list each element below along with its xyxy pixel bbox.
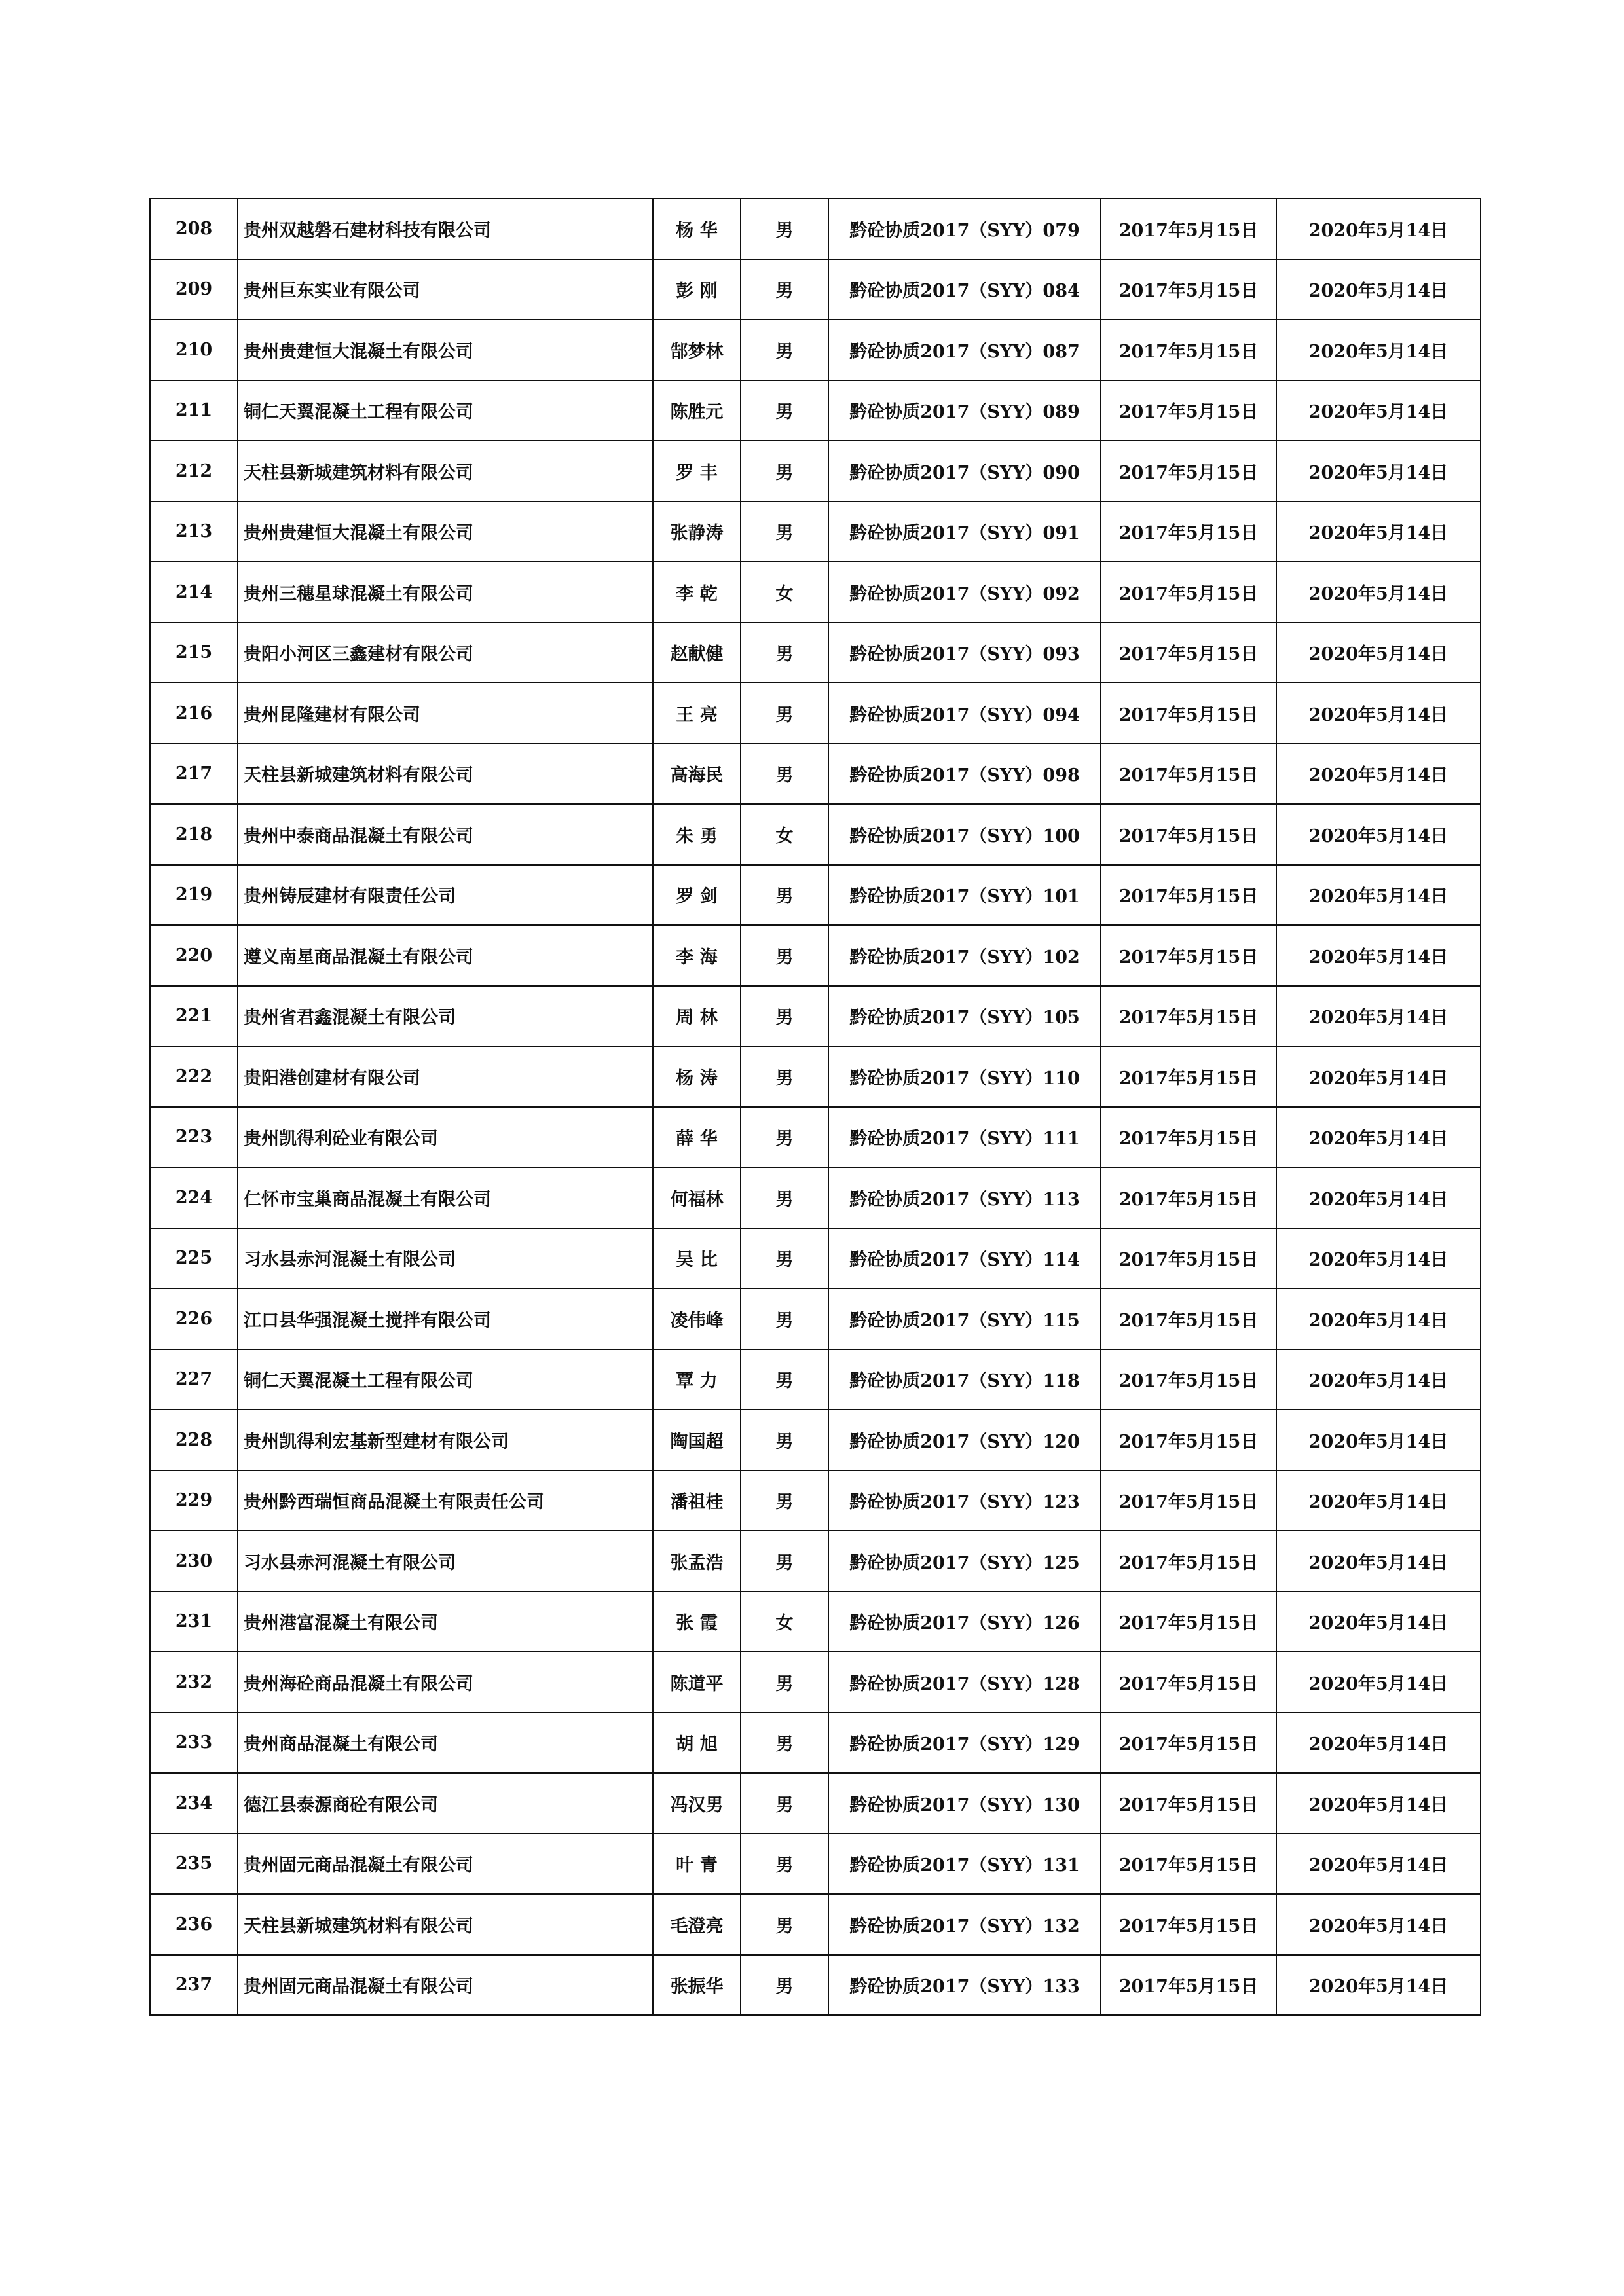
issue-date-cell: 2017年5月15日 xyxy=(1101,1713,1276,1774)
table-row xyxy=(150,562,1481,623)
expiry-date-cell: 2020年5月14日 xyxy=(1276,744,1481,805)
table-row xyxy=(150,1167,1481,1228)
row-number-cell: 209 xyxy=(150,259,238,320)
company-name-cell: 贵州港富混凝土有限公司 xyxy=(238,1592,653,1652)
row-number-cell: 221 xyxy=(150,986,238,1047)
person-name-cell: 凌伟峰 xyxy=(653,1288,741,1349)
row-number-cell: 219 xyxy=(150,865,238,926)
expiry-date-cell: 2020年5月14日 xyxy=(1276,1955,1481,2016)
person-name-cell: 彭 刚 xyxy=(653,259,741,320)
person-name-cell: 周 林 xyxy=(653,986,741,1047)
certificate-number-cell: 黔砼协质2017（SYY）113 xyxy=(828,1167,1101,1228)
table-row xyxy=(150,1410,1481,1470)
company-name-cell: 习水县赤河混凝土有限公司 xyxy=(238,1531,653,1592)
table-row xyxy=(150,744,1481,805)
expiry-date-cell: 2020年5月14日 xyxy=(1276,319,1481,380)
row-number-cell: 231 xyxy=(150,1592,238,1652)
row-number-cell: 215 xyxy=(150,623,238,683)
person-name-cell: 罗 丰 xyxy=(653,441,741,501)
expiry-date-cell: 2020年5月14日 xyxy=(1276,623,1481,683)
company-name-cell: 天柱县新城建筑材料有限公司 xyxy=(238,441,653,501)
person-name-cell: 郜梦林 xyxy=(653,319,741,380)
person-name-cell: 薛 华 xyxy=(653,1107,741,1168)
gender-cell: 男 xyxy=(741,1955,828,2016)
table-row xyxy=(150,1107,1481,1168)
gender-cell: 男 xyxy=(741,1652,828,1713)
gender-cell: 女 xyxy=(741,804,828,865)
table-row xyxy=(150,1592,1481,1652)
person-name-cell: 张静涛 xyxy=(653,501,741,562)
certificate-number-cell: 黔砼协质2017（SYY）092 xyxy=(828,562,1101,623)
row-number-cell: 220 xyxy=(150,925,238,986)
person-name-cell: 冯汉男 xyxy=(653,1773,741,1834)
issue-date-cell: 2017年5月15日 xyxy=(1101,1773,1276,1834)
gender-cell: 男 xyxy=(741,1531,828,1592)
row-number-cell: 211 xyxy=(150,380,238,441)
row-number-cell: 232 xyxy=(150,1652,238,1713)
table-row xyxy=(150,1046,1481,1107)
person-name-cell: 张振华 xyxy=(653,1955,741,2016)
certificate-number-cell: 黔砼协质2017（SYY）128 xyxy=(828,1652,1101,1713)
table-row xyxy=(150,1531,1481,1592)
issue-date-cell: 2017年5月15日 xyxy=(1101,1592,1276,1652)
expiry-date-cell: 2020年5月14日 xyxy=(1276,1894,1481,1955)
expiry-date-cell: 2020年5月14日 xyxy=(1276,1713,1481,1774)
person-name-cell: 陶国超 xyxy=(653,1410,741,1470)
company-name-cell: 贵阳港创建材有限公司 xyxy=(238,1046,653,1107)
issue-date-cell: 2017年5月15日 xyxy=(1101,865,1276,926)
company-name-cell: 贵州商品混凝土有限公司 xyxy=(238,1713,653,1774)
company-name-cell: 天柱县新城建筑材料有限公司 xyxy=(238,744,653,805)
table-row xyxy=(150,319,1481,380)
certificate-number-cell: 黔砼协质2017（SYY）118 xyxy=(828,1349,1101,1410)
roster-body xyxy=(150,198,1481,2015)
table-row xyxy=(150,501,1481,562)
gender-cell: 男 xyxy=(741,1894,828,1955)
issue-date-cell: 2017年5月15日 xyxy=(1101,1955,1276,2016)
row-number-cell: 214 xyxy=(150,562,238,623)
row-number-cell: 213 xyxy=(150,501,238,562)
issue-date-cell: 2017年5月15日 xyxy=(1101,441,1276,501)
person-name-cell: 叶 青 xyxy=(653,1834,741,1895)
person-name-cell: 胡 旭 xyxy=(653,1713,741,1774)
expiry-date-cell: 2020年5月14日 xyxy=(1276,1107,1481,1168)
gender-cell: 男 xyxy=(741,501,828,562)
certificate-number-cell: 黔砼协质2017（SYY）098 xyxy=(828,744,1101,805)
expiry-date-cell: 2020年5月14日 xyxy=(1276,986,1481,1047)
table-row xyxy=(150,1349,1481,1410)
gender-cell: 女 xyxy=(741,562,828,623)
row-number-cell: 236 xyxy=(150,1894,238,1955)
table-row xyxy=(150,986,1481,1047)
gender-cell: 男 xyxy=(741,198,828,259)
company-name-cell: 江口县华强混凝土搅拌有限公司 xyxy=(238,1288,653,1349)
company-name-cell: 德江县泰源商砼有限公司 xyxy=(238,1773,653,1834)
row-number-cell: 233 xyxy=(150,1713,238,1774)
issue-date-cell: 2017年5月15日 xyxy=(1101,1652,1276,1713)
certificate-number-cell: 黔砼协质2017（SYY）087 xyxy=(828,319,1101,380)
row-number-cell: 226 xyxy=(150,1288,238,1349)
row-number-cell: 234 xyxy=(150,1773,238,1834)
person-name-cell: 李 乾 xyxy=(653,562,741,623)
row-number-cell: 224 xyxy=(150,1167,238,1228)
person-name-cell: 何福林 xyxy=(653,1167,741,1228)
company-name-cell: 贵州省君鑫混凝土有限公司 xyxy=(238,986,653,1047)
expiry-date-cell: 2020年5月14日 xyxy=(1276,380,1481,441)
person-name-cell: 张孟浩 xyxy=(653,1531,741,1592)
gender-cell: 男 xyxy=(741,1773,828,1834)
company-name-cell: 贵州巨东实业有限公司 xyxy=(238,259,653,320)
company-name-cell: 贵阳小河区三鑫建材有限公司 xyxy=(238,623,653,683)
row-number-cell: 210 xyxy=(150,319,238,380)
row-number-cell: 229 xyxy=(150,1470,238,1531)
row-number-cell: 217 xyxy=(150,744,238,805)
person-name-cell: 李 海 xyxy=(653,925,741,986)
issue-date-cell: 2017年5月15日 xyxy=(1101,1834,1276,1895)
gender-cell: 男 xyxy=(741,683,828,744)
table-row xyxy=(150,1470,1481,1531)
company-name-cell: 贵州固元商品混凝土有限公司 xyxy=(238,1955,653,2016)
issue-date-cell: 2017年5月15日 xyxy=(1101,623,1276,683)
certificate-number-cell: 黔砼协质2017（SYY）094 xyxy=(828,683,1101,744)
issue-date-cell: 2017年5月15日 xyxy=(1101,1894,1276,1955)
issue-date-cell: 2017年5月15日 xyxy=(1101,1228,1276,1289)
person-name-cell: 覃 力 xyxy=(653,1349,741,1410)
company-name-cell: 贵州昆隆建材有限公司 xyxy=(238,683,653,744)
gender-cell: 男 xyxy=(741,1834,828,1895)
company-name-cell: 贵州双越磐石建材科技有限公司 xyxy=(238,198,653,259)
company-name-cell: 贵州三穗星球混凝土有限公司 xyxy=(238,562,653,623)
certificate-number-cell: 黔砼协质2017（SYY）110 xyxy=(828,1046,1101,1107)
person-name-cell: 赵献健 xyxy=(653,623,741,683)
row-number-cell: 237 xyxy=(150,1955,238,2016)
row-number-cell: 228 xyxy=(150,1410,238,1470)
row-number-cell: 212 xyxy=(150,441,238,501)
issue-date-cell: 2017年5月15日 xyxy=(1101,501,1276,562)
expiry-date-cell: 2020年5月14日 xyxy=(1276,501,1481,562)
gender-cell: 男 xyxy=(741,1046,828,1107)
expiry-date-cell: 2020年5月14日 xyxy=(1276,1288,1481,1349)
table-row xyxy=(150,1652,1481,1713)
certificate-number-cell: 黔砼协质2017（SYY）131 xyxy=(828,1834,1101,1895)
issue-date-cell: 2017年5月15日 xyxy=(1101,925,1276,986)
company-name-cell: 贵州海砼商品混凝土有限公司 xyxy=(238,1652,653,1713)
gender-cell: 女 xyxy=(741,1592,828,1652)
person-name-cell: 毛澄亮 xyxy=(653,1894,741,1955)
certificate-number-cell: 黔砼协质2017（SYY）123 xyxy=(828,1470,1101,1531)
row-number-cell: 208 xyxy=(150,198,238,259)
certificate-number-cell: 黔砼协质2017（SYY）093 xyxy=(828,623,1101,683)
certificate-number-cell: 黔砼协质2017（SYY）114 xyxy=(828,1228,1101,1289)
certificate-number-cell: 黔砼协质2017（SYY）100 xyxy=(828,804,1101,865)
expiry-date-cell: 2020年5月14日 xyxy=(1276,1834,1481,1895)
table-row xyxy=(150,259,1481,320)
issue-date-cell: 2017年5月15日 xyxy=(1101,1107,1276,1168)
row-number-cell: 227 xyxy=(150,1349,238,1410)
table-row xyxy=(150,198,1481,259)
issue-date-cell: 2017年5月15日 xyxy=(1101,1046,1276,1107)
gender-cell: 男 xyxy=(741,1288,828,1349)
expiry-date-cell: 2020年5月14日 xyxy=(1276,804,1481,865)
gender-cell: 男 xyxy=(741,441,828,501)
expiry-date-cell: 2020年5月14日 xyxy=(1276,1592,1481,1652)
certificate-number-cell: 黔砼协质2017（SYY）079 xyxy=(828,198,1101,259)
table-row xyxy=(150,1228,1481,1289)
certificate-number-cell: 黔砼协质2017（SYY）129 xyxy=(828,1713,1101,1774)
row-number-cell: 235 xyxy=(150,1834,238,1895)
company-name-cell: 铜仁天翼混凝土工程有限公司 xyxy=(238,1349,653,1410)
gender-cell: 男 xyxy=(741,744,828,805)
company-name-cell: 仁怀市宝巢商品混凝土有限公司 xyxy=(238,1167,653,1228)
company-name-cell: 贵州固元商品混凝土有限公司 xyxy=(238,1834,653,1895)
expiry-date-cell: 2020年5月14日 xyxy=(1276,1349,1481,1410)
person-name-cell: 吴 比 xyxy=(653,1228,741,1289)
expiry-date-cell: 2020年5月14日 xyxy=(1276,865,1481,926)
issue-date-cell: 2017年5月15日 xyxy=(1101,1288,1276,1349)
expiry-date-cell: 2020年5月14日 xyxy=(1276,1773,1481,1834)
issue-date-cell: 2017年5月15日 xyxy=(1101,1470,1276,1531)
expiry-date-cell: 2020年5月14日 xyxy=(1276,1410,1481,1470)
certificate-number-cell: 黔砼协质2017（SYY）102 xyxy=(828,925,1101,986)
table-row xyxy=(150,623,1481,683)
issue-date-cell: 2017年5月15日 xyxy=(1101,1531,1276,1592)
issue-date-cell: 2017年5月15日 xyxy=(1101,259,1276,320)
company-name-cell: 贵州贵建恒大混凝土有限公司 xyxy=(238,501,653,562)
certificate-number-cell: 黔砼协质2017（SYY）133 xyxy=(828,1955,1101,2016)
table-row xyxy=(150,925,1481,986)
certificate-number-cell: 黔砼协质2017（SYY）091 xyxy=(828,501,1101,562)
table-row xyxy=(150,865,1481,926)
gender-cell: 男 xyxy=(741,380,828,441)
person-name-cell: 高海民 xyxy=(653,744,741,805)
row-number-cell: 223 xyxy=(150,1107,238,1168)
expiry-date-cell: 2020年5月14日 xyxy=(1276,683,1481,744)
issue-date-cell: 2017年5月15日 xyxy=(1101,380,1276,441)
row-number-cell: 225 xyxy=(150,1228,238,1289)
issue-date-cell: 2017年5月15日 xyxy=(1101,804,1276,865)
person-name-cell: 陈胜元 xyxy=(653,380,741,441)
table-row xyxy=(150,441,1481,501)
expiry-date-cell: 2020年5月14日 xyxy=(1276,1167,1481,1228)
certificate-number-cell: 黔砼协质2017（SYY）125 xyxy=(828,1531,1101,1592)
certificate-number-cell: 黔砼协质2017（SYY）132 xyxy=(828,1894,1101,1955)
certificate-number-cell: 黔砼协质2017（SYY）089 xyxy=(828,380,1101,441)
table-row xyxy=(150,804,1481,865)
table-row xyxy=(150,1288,1481,1349)
company-name-cell: 天柱县新城建筑材料有限公司 xyxy=(238,1894,653,1955)
row-number-cell: 218 xyxy=(150,804,238,865)
gender-cell: 男 xyxy=(741,259,828,320)
row-number-cell: 222 xyxy=(150,1046,238,1107)
table-row xyxy=(150,1894,1481,1955)
certificate-number-cell: 黔砼协质2017（SYY）084 xyxy=(828,259,1101,320)
gender-cell: 男 xyxy=(741,1349,828,1410)
gender-cell: 男 xyxy=(741,319,828,380)
gender-cell: 男 xyxy=(741,1107,828,1168)
table-row xyxy=(150,1834,1481,1895)
gender-cell: 男 xyxy=(741,1713,828,1774)
issue-date-cell: 2017年5月15日 xyxy=(1101,198,1276,259)
issue-date-cell: 2017年5月15日 xyxy=(1101,562,1276,623)
issue-date-cell: 2017年5月15日 xyxy=(1101,319,1276,380)
certificate-number-cell: 黔砼协质2017（SYY）120 xyxy=(828,1410,1101,1470)
expiry-date-cell: 2020年5月14日 xyxy=(1276,259,1481,320)
issue-date-cell: 2017年5月15日 xyxy=(1101,1410,1276,1470)
gender-cell: 男 xyxy=(741,1167,828,1228)
certificate-number-cell: 黔砼协质2017（SYY）130 xyxy=(828,1773,1101,1834)
table-row xyxy=(150,1773,1481,1834)
gender-cell: 男 xyxy=(741,623,828,683)
expiry-date-cell: 2020年5月14日 xyxy=(1276,1046,1481,1107)
issue-date-cell: 2017年5月15日 xyxy=(1101,986,1276,1047)
issue-date-cell: 2017年5月15日 xyxy=(1101,1167,1276,1228)
gender-cell: 男 xyxy=(741,865,828,926)
row-number-cell: 230 xyxy=(150,1531,238,1592)
certificate-number-cell: 黔砼协质2017（SYY）101 xyxy=(828,865,1101,926)
person-name-cell: 王 亮 xyxy=(653,683,741,744)
person-name-cell: 罗 剑 xyxy=(653,865,741,926)
company-name-cell: 贵州凯得利砼业有限公司 xyxy=(238,1107,653,1168)
expiry-date-cell: 2020年5月14日 xyxy=(1276,1531,1481,1592)
company-name-cell: 贵州中泰商品混凝土有限公司 xyxy=(238,804,653,865)
certificate-number-cell: 黔砼协质2017（SYY）090 xyxy=(828,441,1101,501)
company-name-cell: 铜仁天翼混凝土工程有限公司 xyxy=(238,380,653,441)
certificate-number-cell: 黔砼协质2017（SYY）126 xyxy=(828,1592,1101,1652)
company-name-cell: 贵州黔西瑞恒商品混凝土有限责任公司 xyxy=(238,1470,653,1531)
person-name-cell: 陈道平 xyxy=(653,1652,741,1713)
expiry-date-cell: 2020年5月14日 xyxy=(1276,198,1481,259)
certificate-number-cell: 黔砼协质2017（SYY）105 xyxy=(828,986,1101,1047)
certificate-number-cell: 黔砼协质2017（SYY）115 xyxy=(828,1288,1101,1349)
table-row xyxy=(150,1955,1481,2016)
gender-cell: 男 xyxy=(741,1410,828,1470)
expiry-date-cell: 2020年5月14日 xyxy=(1276,925,1481,986)
company-name-cell: 贵州铸辰建材有限责任公司 xyxy=(238,865,653,926)
table-row xyxy=(150,683,1481,744)
company-name-cell: 贵州凯得利宏基新型建材有限公司 xyxy=(238,1410,653,1470)
issue-date-cell: 2017年5月15日 xyxy=(1101,683,1276,744)
expiry-date-cell: 2020年5月14日 xyxy=(1276,1228,1481,1289)
gender-cell: 男 xyxy=(741,1228,828,1289)
issue-date-cell: 2017年5月15日 xyxy=(1101,744,1276,805)
expiry-date-cell: 2020年5月14日 xyxy=(1276,441,1481,501)
company-name-cell: 贵州贵建恒大混凝土有限公司 xyxy=(238,319,653,380)
table-row xyxy=(150,1713,1481,1774)
gender-cell: 男 xyxy=(741,1470,828,1531)
person-name-cell: 杨 华 xyxy=(653,198,741,259)
company-name-cell: 习水县赤河混凝土有限公司 xyxy=(238,1228,653,1289)
row-number-cell: 216 xyxy=(150,683,238,744)
person-name-cell: 杨 涛 xyxy=(653,1046,741,1107)
expiry-date-cell: 2020年5月14日 xyxy=(1276,1652,1481,1713)
certificate-roster-table xyxy=(149,198,1481,2016)
person-name-cell: 张 霞 xyxy=(653,1592,741,1652)
person-name-cell: 朱 勇 xyxy=(653,804,741,865)
gender-cell: 男 xyxy=(741,986,828,1047)
issue-date-cell: 2017年5月15日 xyxy=(1101,1349,1276,1410)
person-name-cell: 潘祖桂 xyxy=(653,1470,741,1531)
table-row xyxy=(150,380,1481,441)
expiry-date-cell: 2020年5月14日 xyxy=(1276,562,1481,623)
certificate-number-cell: 黔砼协质2017（SYY）111 xyxy=(828,1107,1101,1168)
gender-cell: 男 xyxy=(741,925,828,986)
expiry-date-cell: 2020年5月14日 xyxy=(1276,1470,1481,1531)
company-name-cell: 遵义南星商品混凝土有限公司 xyxy=(238,925,653,986)
